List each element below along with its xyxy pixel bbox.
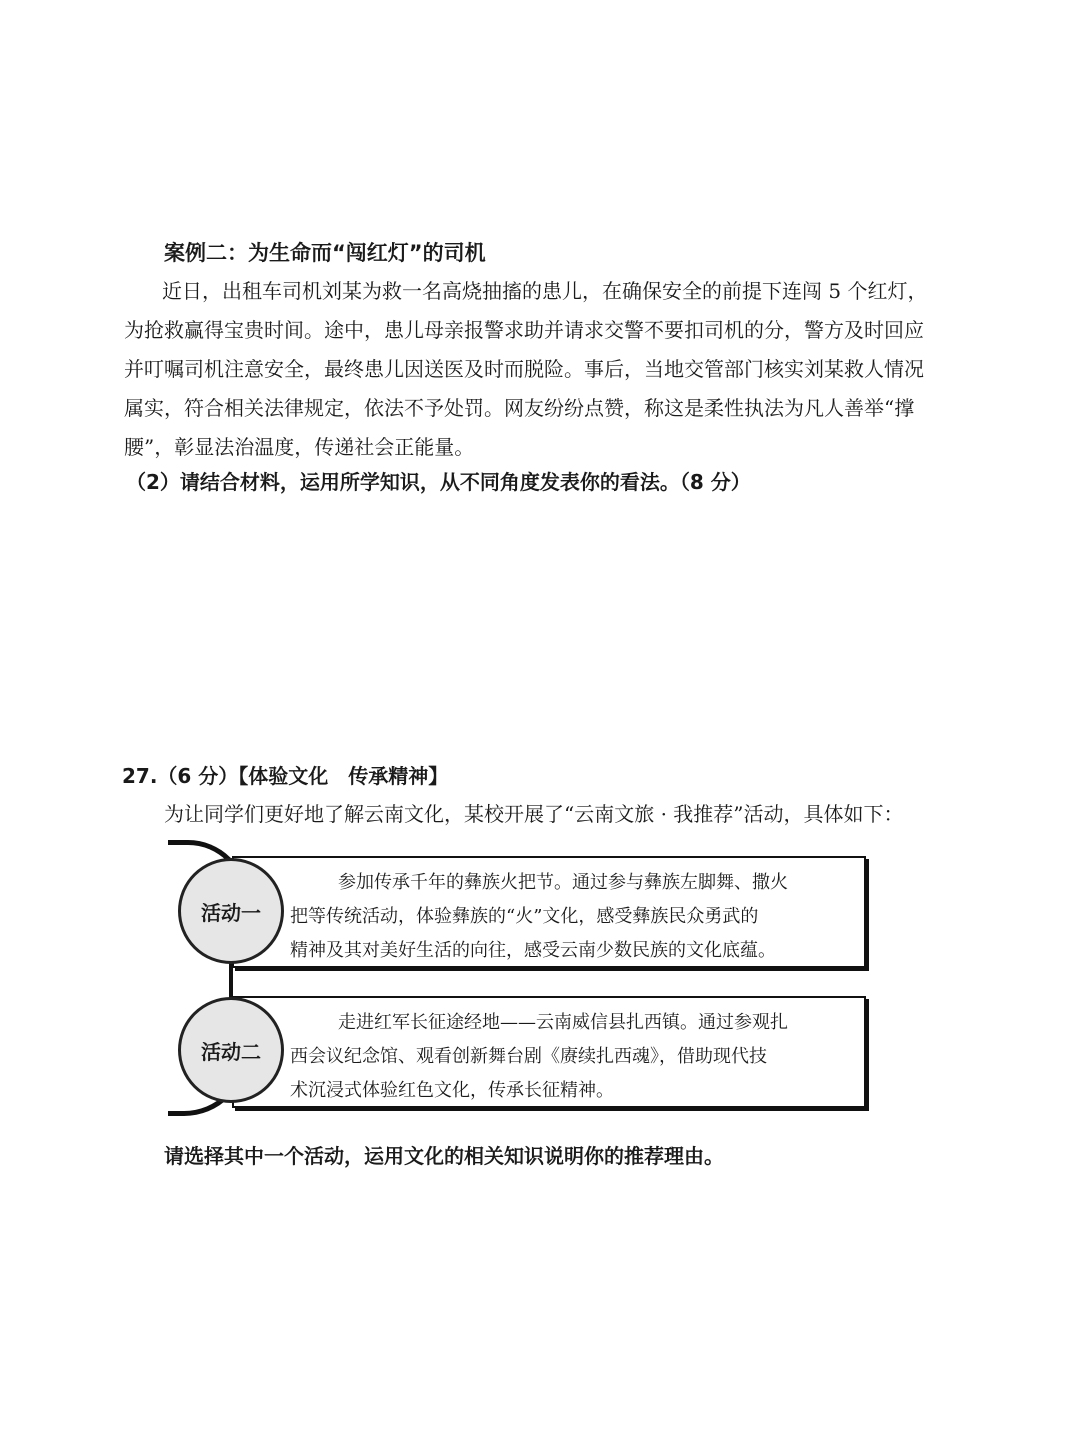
question-27-prompt: 请选择其中一个活动，运用文化的相关知识说明你的推荐理由。 (164, 1144, 724, 1168)
paragraph-line: 属实，符合相关法律规定，依法不予处罚。网友纷纷点赞，称这是柔性执法为凡人善举“撑 (124, 396, 915, 420)
question-2: （2）请结合材料，运用所学知识，从不同角度发表你的看法。（8 分） (126, 470, 751, 494)
activity-1-box (232, 856, 866, 968)
case-title: 案例二：为生命而“闯红灯”的司机 (164, 241, 486, 265)
paragraph-line: 并叮嘱司机注意安全，最终患儿因送医及时而脱险。事后，当地交管部门核实刘某救人情况 (124, 357, 924, 381)
activity-line: 把等传统活动，体验彝族的“火”文化，感受彝族民众勇武的 (290, 906, 759, 927)
activity-line: 参加传承千年的彝族火把节。通过参与彝族左脚舞、撒火 (338, 872, 788, 893)
activity-line: 术沉浸式体验红色文化，传承长征精神。 (290, 1080, 614, 1101)
paragraph-line: 腰”，彰显法治温度，传递社会正能量。 (124, 435, 475, 459)
activity-line: 走进红军长征途经地——云南威信县扎西镇。通过参观扎 (338, 1012, 788, 1033)
activity-line: 精神及其对美好生活的向往，感受云南少数民族的文化底蕴。 (290, 940, 776, 961)
paragraph-line: 为抢救赢得宝贵时间。途中，患儿母亲报警求助并请求交警不要扣司机的分，警方及时回应 (124, 318, 924, 342)
question-27-intro: 为让同学们更好地了解云南文化，某校开展了“云南文旅 · 我推荐”活动，具体如下： (164, 802, 904, 826)
activity-2-label: 活动二 (178, 997, 284, 1103)
activity-2-box (232, 996, 866, 1108)
paragraph-line: 近日，出租车司机刘某为救一名高烧抽搐的患儿，在确保安全的前提下连闯 5 个红灯， (162, 279, 928, 303)
case-paragraph (124, 272, 960, 467)
question-27-header: 27.（6 分）【体验文化 传承精神】 (122, 764, 449, 788)
activity-1-label: 活动一 (178, 858, 284, 964)
activity-line: 西会议纪念馆、观看创新舞台剧《赓续扎西魂》，借助现代技 (290, 1046, 767, 1067)
